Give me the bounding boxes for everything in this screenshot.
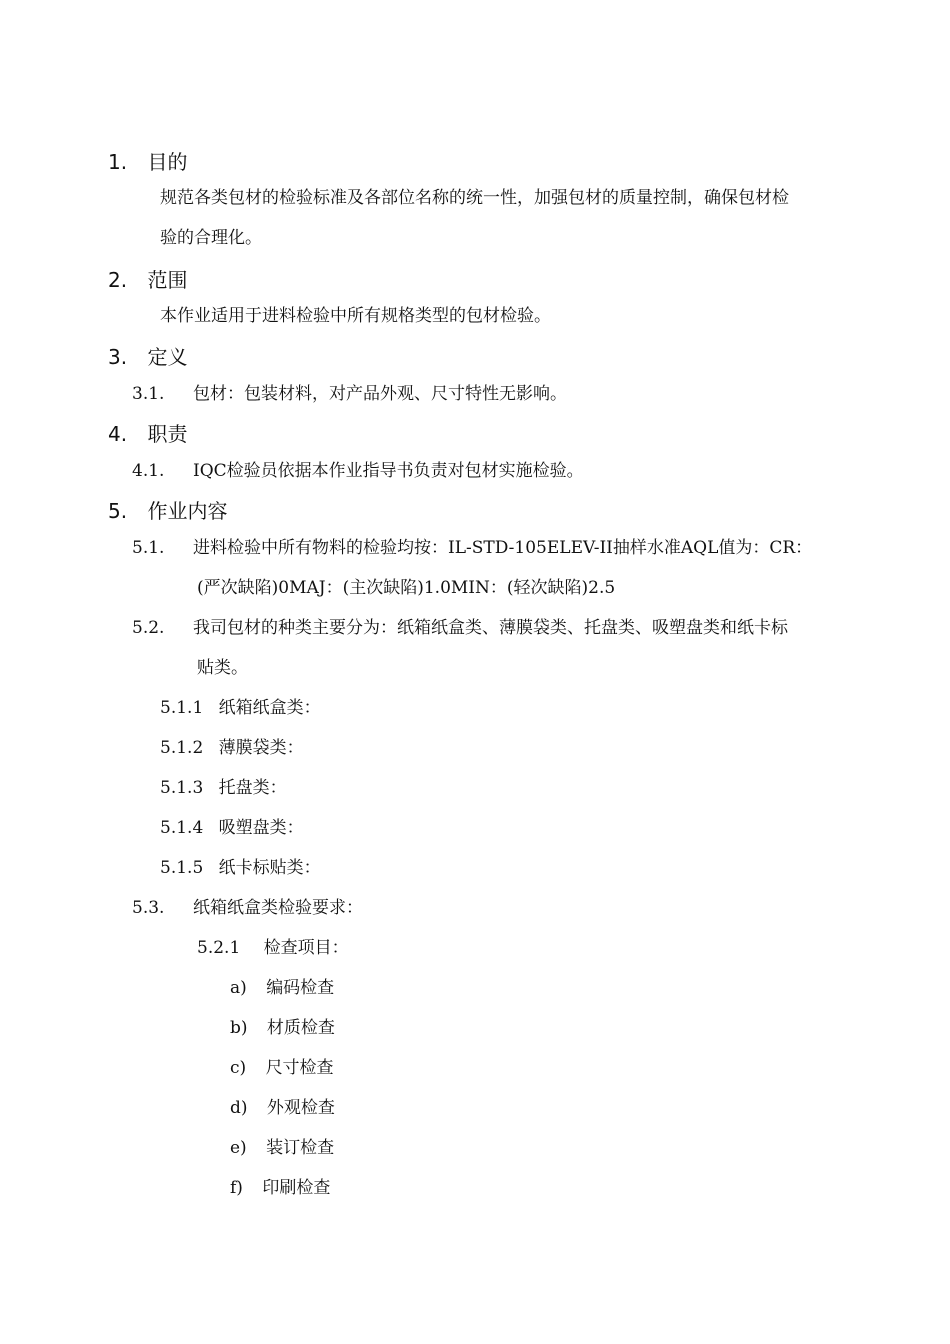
subitem (160, 736, 304, 760)
check-text: 外观检查 (266, 1098, 335, 1118)
section-number: 5. (108, 499, 128, 523)
item-number: 3.1. (132, 384, 165, 404)
subitem-text: 托盘类： (218, 778, 287, 798)
section-1-heading (108, 149, 187, 175)
subitem-text: 纸箱纸盒类： (218, 698, 321, 718)
check-item (230, 1136, 334, 1160)
subitem-text: 薄膜袋类： (218, 738, 304, 758)
item-text-continued: 贴类。 (197, 658, 248, 678)
section-4-heading (108, 421, 187, 447)
subitem-text: 纸卡标贴类： (218, 858, 321, 878)
check-letter: a) (230, 978, 247, 998)
section-number: 1. (108, 150, 128, 174)
section-title: 职责 (147, 422, 188, 446)
section-title: 作业内容 (147, 499, 228, 523)
subitem (160, 856, 321, 880)
check-letter: d) (230, 1098, 248, 1118)
item-text: 包材：包装材料，对产品外观、尺寸特性无影响。 (193, 384, 567, 404)
check-text: 尺寸检查 (265, 1058, 334, 1078)
check-letter: c) (230, 1058, 247, 1078)
paragraph-line: 本作业适用于进料检验中所有规格类型的包材检验。 (160, 306, 551, 326)
section-title: 目的 (147, 150, 188, 174)
item-number: 5.3. (132, 898, 165, 918)
subitem-number: 5.1.5 (160, 858, 204, 878)
item-number: 5.1. (132, 538, 165, 558)
subitem-number: 5.1.3 (160, 778, 204, 798)
subitem-number: 5.2.1 (197, 938, 241, 958)
section-2-heading (108, 267, 187, 293)
list-item (132, 382, 164, 406)
subitem (160, 816, 304, 840)
section-number: 2. (108, 268, 128, 292)
check-text: 编码检查 (266, 978, 335, 998)
check-item (230, 1176, 330, 1200)
subitem-text: 吸塑盘类： (218, 818, 304, 838)
paragraph-line: 验的合理化。 (160, 228, 262, 248)
check-letter: b) (230, 1018, 248, 1038)
check-item (230, 1056, 334, 1080)
check-text: 材质检查 (266, 1018, 335, 1038)
subitem (197, 936, 349, 960)
subitem-number: 5.1.4 (160, 818, 204, 838)
item-text: 我司包材的种类主要分为：纸箱纸盒类、薄膜袋类、托盘类、吸塑盘类和纸卡标 (193, 618, 788, 638)
subitem-number: 5.1.1 (160, 698, 204, 718)
section-title: 范围 (147, 268, 188, 292)
check-letter: f) (230, 1178, 243, 1198)
section-number: 4. (108, 422, 128, 446)
subitem-text: 检查项目： (263, 938, 349, 958)
paragraph-line: 规范各类包材的检验标准及各部位名称的统一性，加强包材的质量控制，确保包材检 (160, 188, 789, 208)
subitem (160, 776, 287, 800)
check-item (230, 976, 334, 1000)
check-item (230, 1096, 335, 1120)
check-text: 印刷检查 (262, 1178, 331, 1198)
section-3-heading (108, 344, 187, 370)
item-number: 5.2. (132, 618, 165, 638)
item-text: IQC检验员依据本作业指导书负责对包材实施检验。 (193, 461, 584, 481)
section-5-heading (108, 498, 227, 524)
check-item (230, 1016, 335, 1040)
item-number: 4.1. (132, 461, 165, 481)
section-number: 3. (108, 345, 128, 369)
check-text: 装订检查 (266, 1138, 335, 1158)
item-text: 纸箱纸盒类检验要求： (193, 898, 363, 918)
section-title: 定义 (147, 345, 188, 369)
item-text-continued: (严次缺陷)0MAJ：(主次缺陷)1.0MIN：(轻次缺陷)2.5 (197, 578, 616, 598)
check-letter: e) (230, 1138, 247, 1158)
subitem (160, 696, 321, 720)
item-text: 进料检验中所有物料的检验均按：IL-STD-105ELEV-II抽样水准AQL值为：CR： (193, 538, 813, 558)
subitem-number: 5.1.2 (160, 738, 204, 758)
